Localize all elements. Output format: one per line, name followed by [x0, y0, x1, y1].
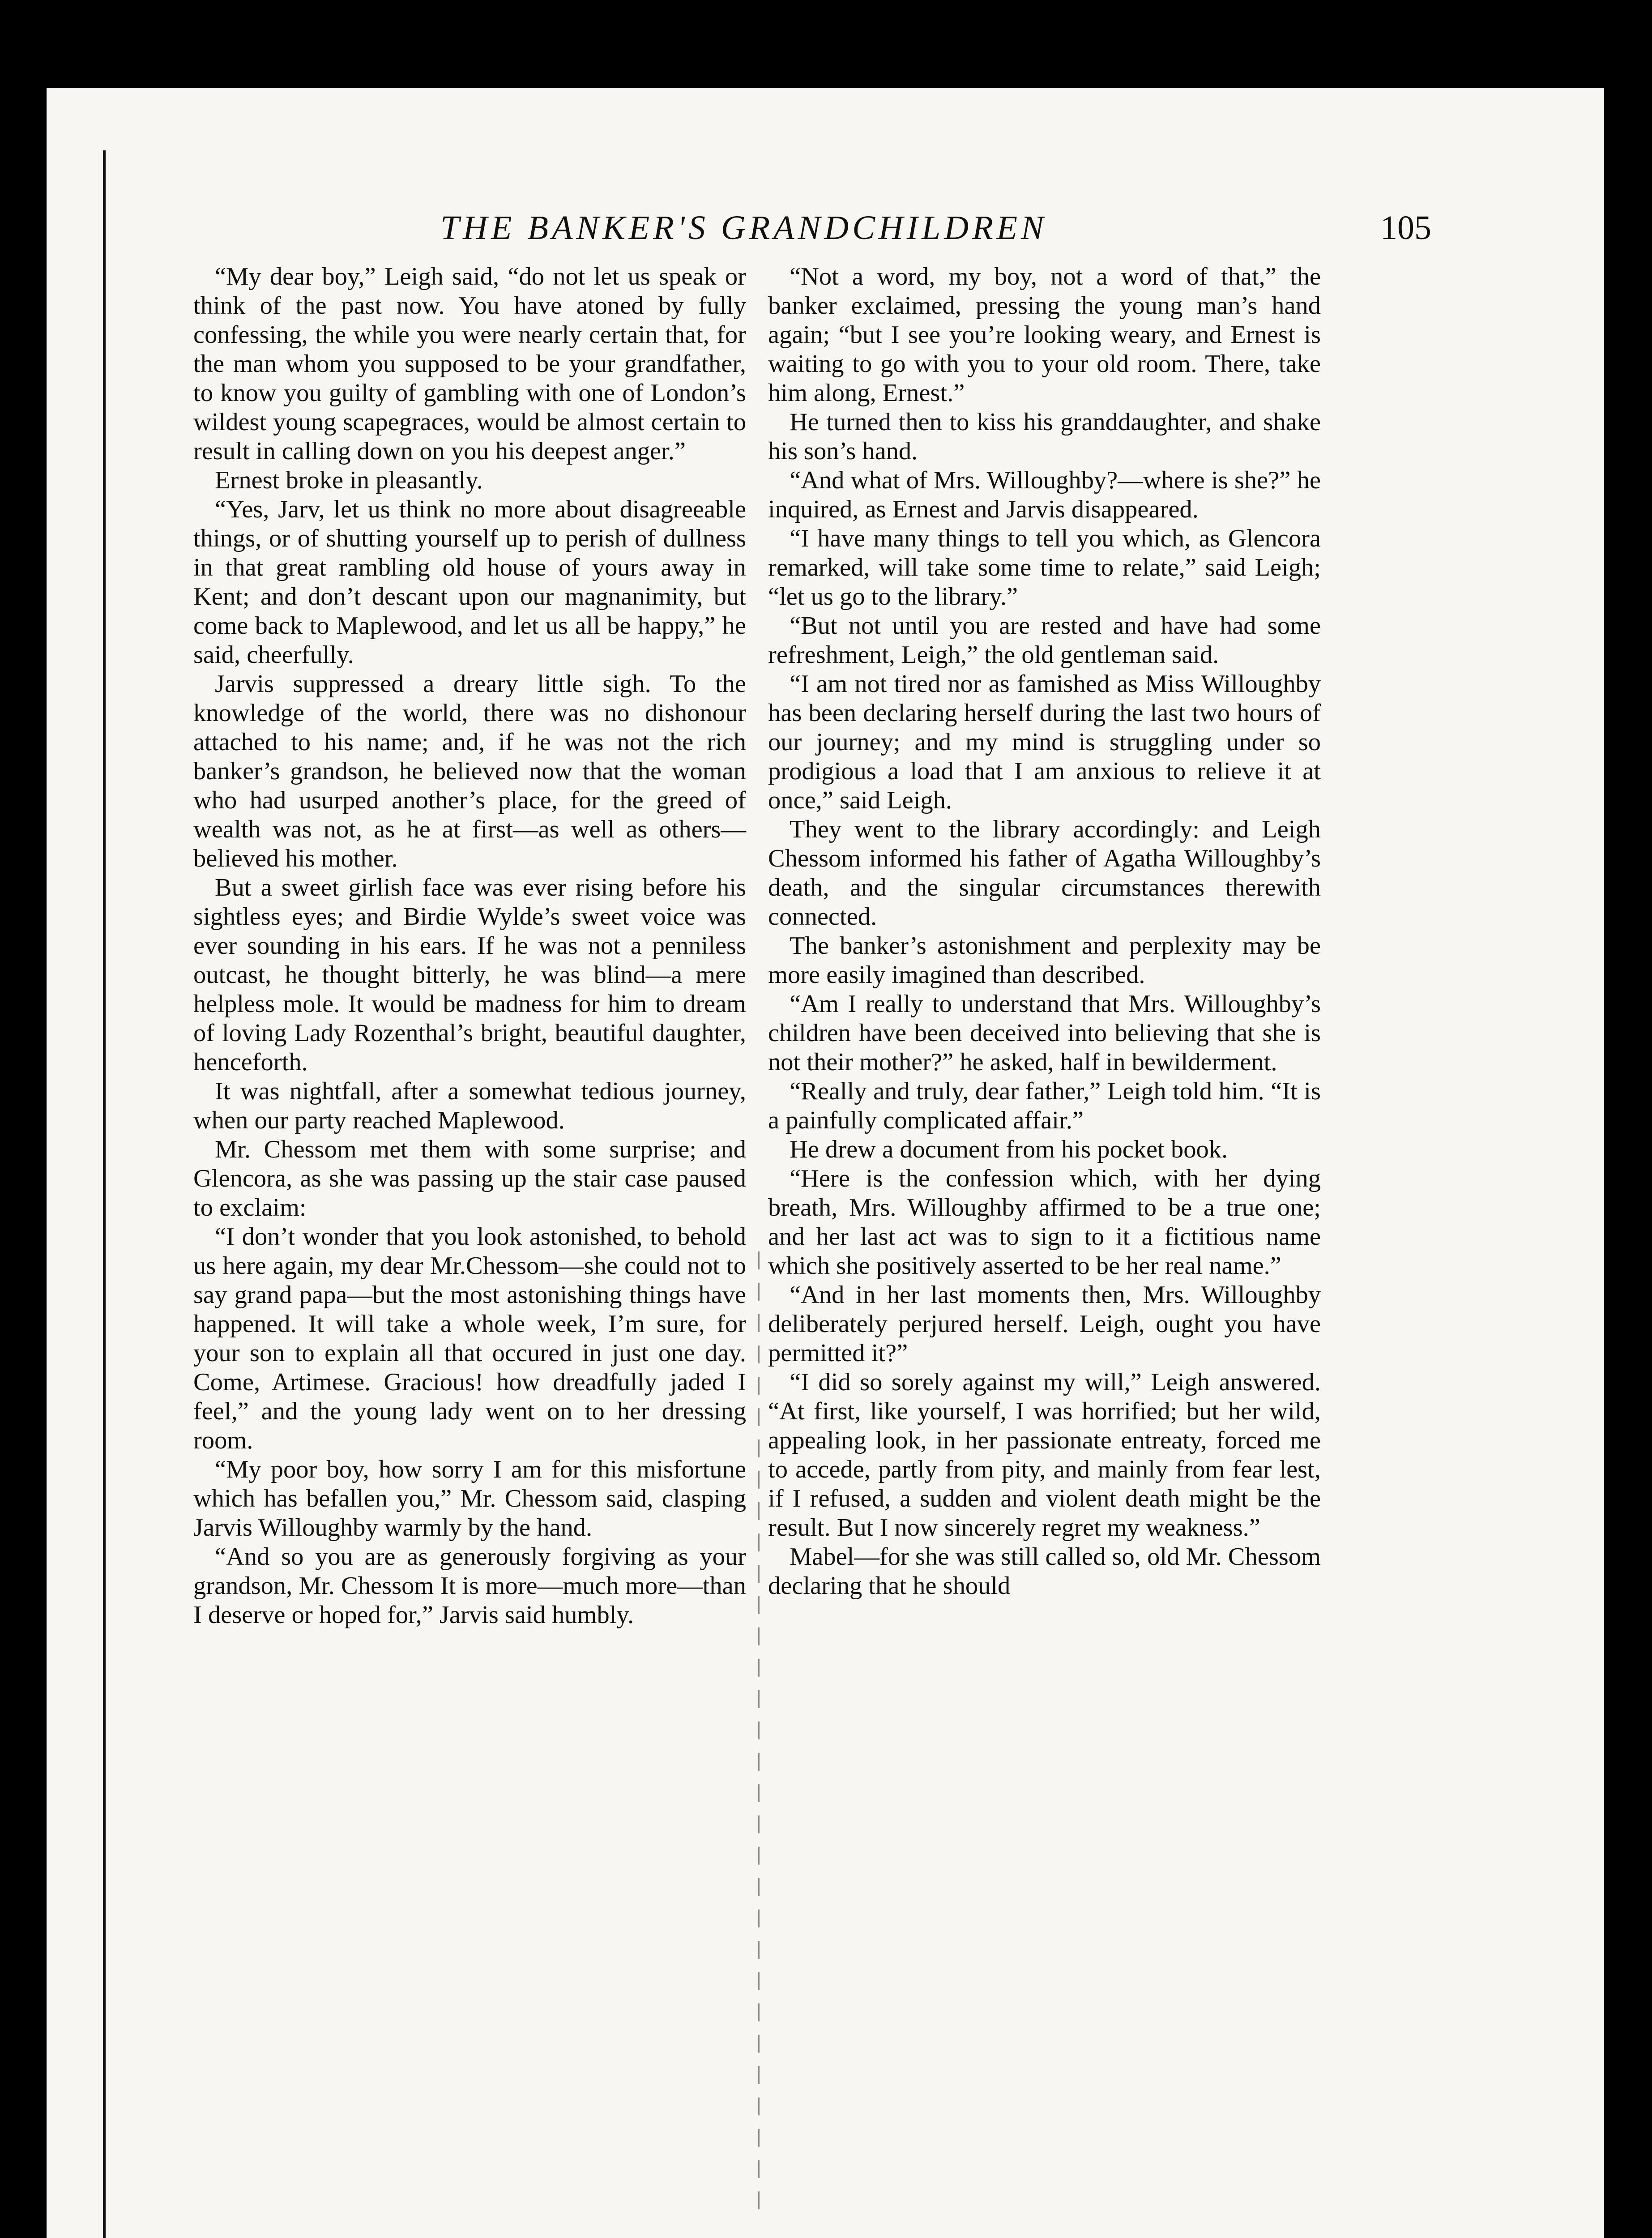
running-title: THE BANKER'S GRANDCHILDREN: [440, 209, 1047, 247]
paragraph: “My dear boy,” Leigh said, “do not let us speak or think of the past now. You have atoned by fully confessing, the while you were nearly certain that, for the man whom you supposed to be your grandfather, to know you guilty of gambling with one of London’s wildest young scapegraces, would be almost certain to result in calling down on you his deepest anger.”: [193, 263, 746, 465]
left-column: [193, 262, 746, 1630]
paragraph: “I have many things to tell you which, as Glencora remarked, will take some time to relate,” said Leigh; “let us go to the library.”: [768, 525, 1321, 611]
paragraph: The banker’s astonishment and perplexity may be more easily imagined than described.: [768, 932, 1321, 989]
paragraph: “My poor boy, how sorry I am for this misfortune which has befallen you,” Mr. Chessom said, clasping Jarvis Willoughby warmly by the hand.: [193, 1456, 746, 1542]
column-divider: [758, 1251, 760, 2214]
paragraph: Mabel—for she was still called so, old Mr. Chessom declaring that he should: [768, 1543, 1321, 1600]
paragraph: “I did so sorely against my will,” Leigh answered. “At first, like yourself, I was horrified; but her wild, appealing look, in her passionate entreaty, forced me to accede, partly from pity, and mainly from fear lest, if I refused, a sudden and violent death might be the result. But I now sincerely regret my weakness.”: [768, 1368, 1321, 1542]
right-column: [768, 262, 1321, 1601]
paragraph: “I am not tired nor as famished as Miss Willoughby has been declaring herself during the last two hours of our journey; and my mind is struggling under so prodigious a load that I am anxious to relieve it at once,” said Leigh.: [768, 670, 1321, 814]
paragraph: “Am I really to understand that Mrs. Willoughby’s children have been deceived into believing that she is not their mother?” he asked, half in bewilderment.: [768, 990, 1321, 1076]
page-number: 105: [1380, 209, 1431, 247]
paragraph: “And what of Mrs. Willoughby?—where is she?” he inquired, as Ernest and Jarvis disappeared.: [768, 466, 1321, 523]
paragraph: “Yes, Jarv, let us think no more about disagreeable things, or of shutting yourself up to perish of dullness in that great rambling old house of yours away in Kent; and don’t descant upon our magnanimity, but come back to Maplewood, and let us all be happy,” he said, cheerfully.: [193, 495, 746, 669]
paragraph: But a sweet girlish face was ever rising before his sightless eyes; and Birdie Wylde’s sweet voice was ever sounding in his ears. If he was not a penniless outcast, he thought bitterly, he was blind—a mere helpless mole. It would be madness for him to dream of loving Lady Rozenthal’s bright, beautiful daughter, henceforth.: [193, 874, 746, 1076]
paragraph: Jarvis suppressed a dreary little sigh. To the knowledge of the world, there was no dishonour attached to his name; and, if he was not the rich banker’s grandson, he believed now that the woman who had usurped another’s place, for the greed of wealth was not, as he at first—as well as others—believed his mother.: [193, 670, 746, 872]
book-page: [47, 88, 1604, 2238]
paragraph: “I don’t wonder that you look astonished, to behold us here again, my dear Mr.Chessom—she could not to say grand papa—but the most astonishing things have happened. It will take a whole week, I’m sure, for your son to explain all that occured in just one day. Come, Artimese. Gracious! how dreadfully jaded I feel,” and the young lady went on to her dressing room.: [193, 1223, 746, 1454]
paragraph: “And in her last moments then, Mrs. Willoughby deliberately perjured herself. Leigh, ought you have permitted it?”: [768, 1281, 1321, 1367]
paragraph: “Here is the confession which, with her dying breath, Mrs. Willoughby affirmed to be a true one; and her last act was to sign to it a fictitious name which she positively asserted to be her real name.”: [768, 1165, 1321, 1280]
paragraph: “But not until you are rested and have had some refreshment, Leigh,” the old gentleman said.: [768, 612, 1321, 669]
paragraph: “Really and truly, dear father,” Leigh told him. “It is a painfully complicated affair.”: [768, 1077, 1321, 1134]
paragraph: Mr. Chessom met them with some surprise; and Glencora, as she was passing up the stair case paused to exclaim:: [193, 1136, 746, 1222]
page-header: [47, 209, 1604, 262]
paragraph: They went to the library accordingly: and Leigh Chessom informed his father of Agatha Willoughby’s death, and the singular circumstances therewith connected.: [768, 816, 1321, 931]
paragraph: He turned then to kiss his granddaughter, and shake his son’s hand.: [768, 408, 1321, 465]
paragraph: He drew a document from his pocket book.: [790, 1136, 1228, 1163]
paragraph: “And so you are as generously forgiving as your grandson, Mr. Chessom It is more—much more—than I deserve or hoped for,” Jarvis said humbly.: [193, 1543, 746, 1629]
paragraph: Ernest broke in pleasantly.: [215, 466, 483, 494]
page-edge-line: [103, 150, 106, 2238]
paragraph: “Not a word, my boy, not a word of that,” the banker exclaimed, pressing the young man’s hand again; “but I see you’re looking weary, and Ernest is waiting to go with you to your old room. There, take him along, Ernest.”: [768, 263, 1321, 407]
paragraph: It was nightfall, after a somewhat tedious journey, when our party reached Maplewood.: [193, 1077, 746, 1134]
